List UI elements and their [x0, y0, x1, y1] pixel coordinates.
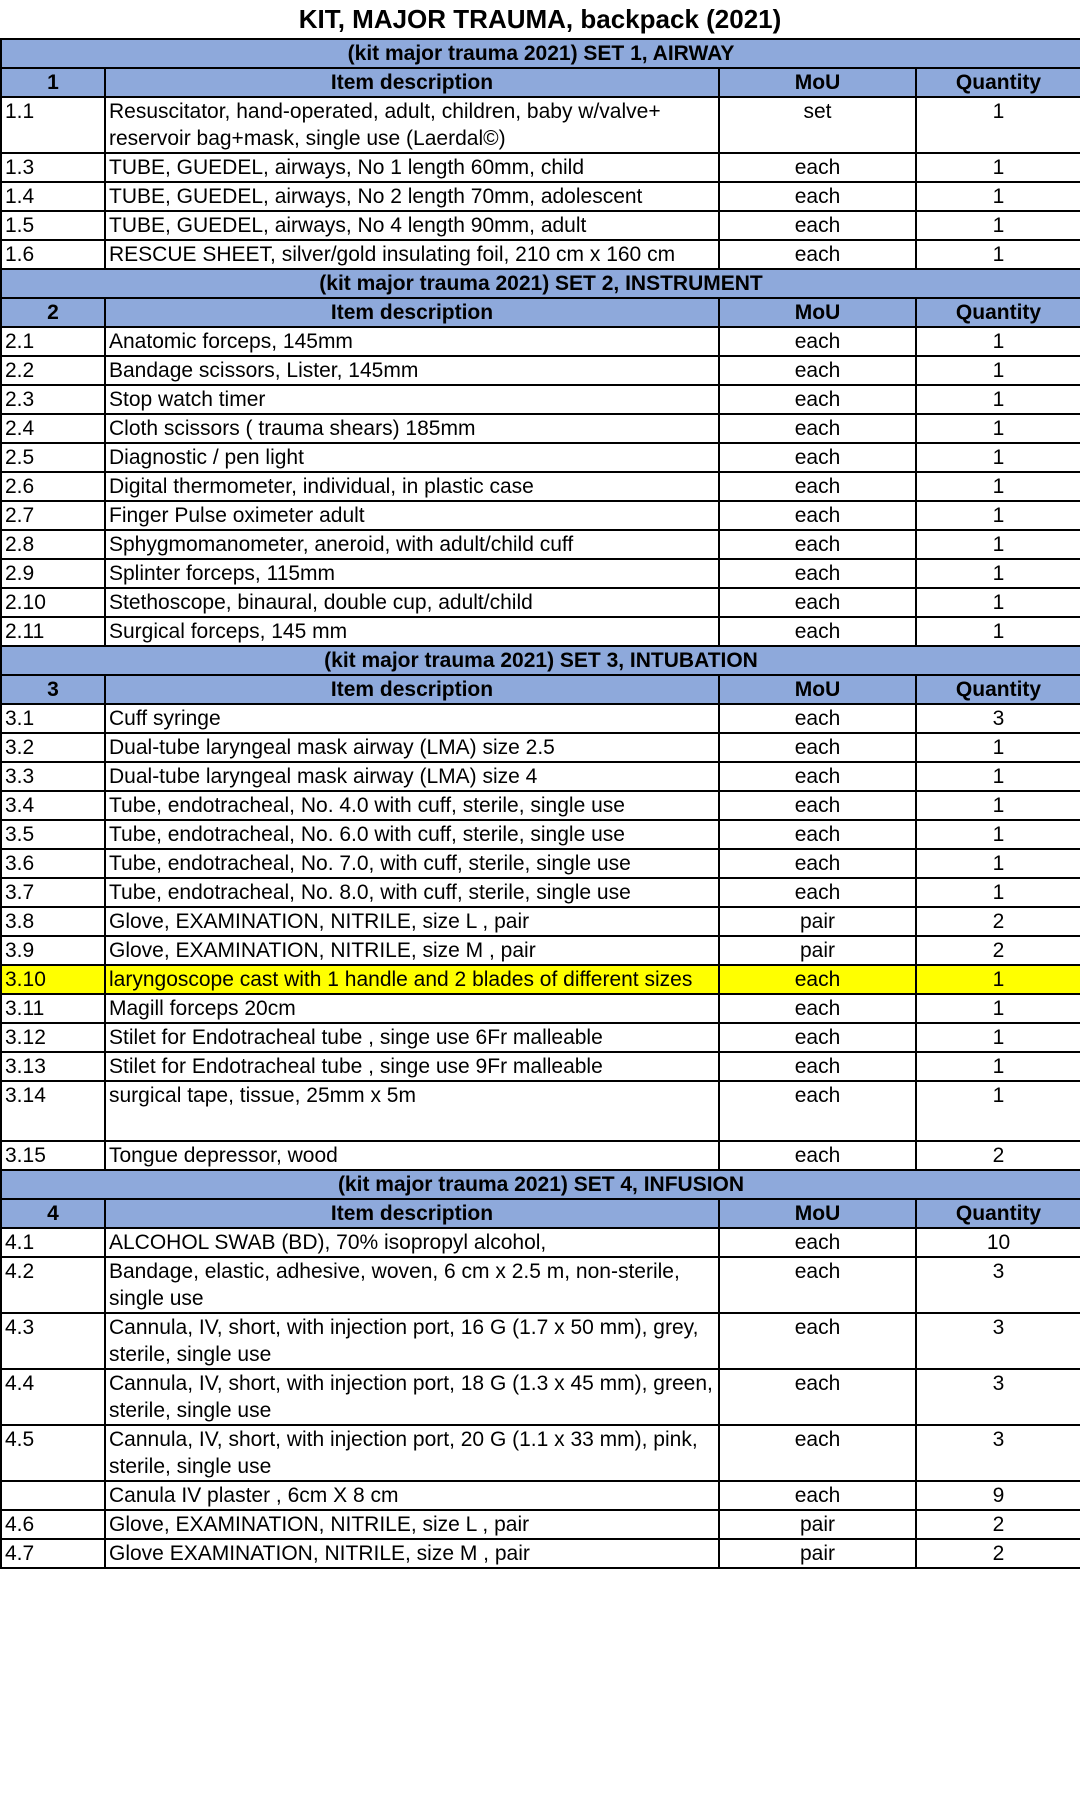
item-mou: each [719, 501, 916, 530]
item-quantity: 1 [916, 820, 1080, 849]
item-quantity: 2 [916, 1141, 1080, 1170]
item-id: 2.5 [1, 443, 105, 472]
item-id: 3.1 [1, 704, 105, 733]
item-id: 4.1 [1, 1228, 105, 1257]
item-id: 3.3 [1, 762, 105, 791]
item-quantity: 1 [916, 849, 1080, 878]
set-header-row [1, 298, 1080, 327]
document-title: KIT, MAJOR TRAUMA, backpack (2021) [298, 4, 782, 34]
item-mou: each [719, 240, 916, 269]
table-row [1, 704, 1080, 733]
item-quantity: 1 [916, 559, 1080, 588]
item-quantity: 1 [916, 501, 1080, 530]
kit-spreadsheet [0, 38, 1080, 1569]
item-quantity: 1 [916, 97, 1080, 153]
kit-table [0, 38, 1080, 1569]
item-id: 3.13 [1, 1052, 105, 1081]
item-description: Tube, endotracheal, No. 4.0 with cuff, sterile, single use [105, 791, 719, 820]
set-title: (kit major trauma 2021) SET 4, INFUSION [1, 1170, 1080, 1199]
item-mou: each [719, 327, 916, 356]
item-quantity: 1 [916, 1081, 1080, 1141]
item-mou: each [719, 849, 916, 878]
item-id: 3.8 [1, 907, 105, 936]
item-id: 3.9 [1, 936, 105, 965]
item-mou: each [719, 1313, 916, 1369]
item-quantity: 1 [916, 588, 1080, 617]
item-description: Tube, endotracheal, No. 7.0, with cuff, sterile, single use [105, 849, 719, 878]
item-description: Stilet for Endotracheal tube , singe use 6Fr malleable [105, 1023, 719, 1052]
table-row [1, 1257, 1080, 1313]
item-quantity: 1 [916, 791, 1080, 820]
item-description: Tube, endotracheal, No. 8.0, with cuff, sterile, single use [105, 878, 719, 907]
item-quantity: 1 [916, 878, 1080, 907]
table-row [1, 443, 1080, 472]
item-mou: pair [719, 1510, 916, 1539]
item-mou: each [719, 1141, 916, 1170]
item-description: ALCOHOL SWAB (BD), 70% isopropyl alcohol, [105, 1228, 719, 1257]
item-id: 3.5 [1, 820, 105, 849]
item-quantity: 3 [916, 1425, 1080, 1481]
set-title: (kit major trauma 2021) SET 1, AIRWAY [1, 39, 1080, 68]
table-row [1, 1141, 1080, 1170]
set-header-row [1, 68, 1080, 97]
item-mou: each [719, 1052, 916, 1081]
set-title-row [1, 269, 1080, 298]
set-title: (kit major trauma 2021) SET 3, INTUBATION [1, 646, 1080, 675]
item-description: laryngoscope cast with 1 handle and 2 blades of different sizes [105, 965, 719, 994]
item-description: Splinter forceps, 115mm [105, 559, 719, 588]
item-quantity: 1 [916, 994, 1080, 1023]
table-row [1, 878, 1080, 907]
item-quantity: 1 [916, 1023, 1080, 1052]
table-row [1, 153, 1080, 182]
item-quantity: 2 [916, 907, 1080, 936]
table-row [1, 965, 1080, 994]
item-description: Finger Pulse oximeter adult [105, 501, 719, 530]
item-quantity: 10 [916, 1228, 1080, 1257]
item-description: Glove EXAMINATION, NITRILE, size M , pair [105, 1539, 719, 1568]
item-mou: each [719, 878, 916, 907]
table-row [1, 327, 1080, 356]
item-description: Canula IV plaster , 6cm X 8 cm [105, 1481, 719, 1510]
mou-header: MoU [719, 68, 916, 97]
item-description: Cuff syringe [105, 704, 719, 733]
item-id: 4.2 [1, 1257, 105, 1313]
table-row [1, 559, 1080, 588]
item-description: Tongue depressor, wood [105, 1141, 719, 1170]
item-id: 3.4 [1, 791, 105, 820]
item-quantity: 3 [916, 704, 1080, 733]
item-mou: each [719, 733, 916, 762]
item-id: 4.3 [1, 1313, 105, 1369]
item-id: 3.11 [1, 994, 105, 1023]
item-mou: each [719, 1481, 916, 1510]
item-id: 2.4 [1, 414, 105, 443]
item-description: Bandage scissors, Lister, 145mm [105, 356, 719, 385]
item-id: 2.7 [1, 501, 105, 530]
item-description: RESCUE SHEET, silver/gold insulating foil, 210 cm x 160 cm [105, 240, 719, 269]
item-id: 3.12 [1, 1023, 105, 1052]
item-id: 3.2 [1, 733, 105, 762]
item-quantity: 1 [916, 530, 1080, 559]
item-mou: each [719, 762, 916, 791]
item-description: Stop watch timer [105, 385, 719, 414]
quantity-header: Quantity [916, 68, 1080, 97]
table-row [1, 472, 1080, 501]
table-row [1, 1539, 1080, 1568]
item-quantity: 1 [916, 153, 1080, 182]
item-mou: each [719, 153, 916, 182]
item-mou: each [719, 530, 916, 559]
table-row [1, 211, 1080, 240]
item-mou: each [719, 1023, 916, 1052]
item-quantity: 1 [916, 240, 1080, 269]
set-number-header: 4 [1, 1199, 105, 1228]
set-number-header: 2 [1, 298, 105, 327]
item-id: 1.1 [1, 97, 105, 153]
set-title-row [1, 1170, 1080, 1199]
item-description: Surgical forceps, 145 mm [105, 617, 719, 646]
item-id: 2.3 [1, 385, 105, 414]
item-description: TUBE, GUEDEL, airways, No 1 length 60mm, child [105, 153, 719, 182]
item-id: 1.4 [1, 182, 105, 211]
mou-header: MoU [719, 675, 916, 704]
item-id: 4.4 [1, 1369, 105, 1425]
table-row [1, 1228, 1080, 1257]
item-mou: each [719, 414, 916, 443]
table-row [1, 994, 1080, 1023]
item-mou: set [719, 97, 916, 153]
item-id: 4.7 [1, 1539, 105, 1568]
table-row [1, 907, 1080, 936]
item-mou: each [719, 472, 916, 501]
item-id: 2.10 [1, 588, 105, 617]
table-row [1, 1313, 1080, 1369]
item-mou: each [719, 820, 916, 849]
item-id: 2.8 [1, 530, 105, 559]
item-description: Digital thermometer, individual, in plastic case [105, 472, 719, 501]
item-quantity: 3 [916, 1257, 1080, 1313]
table-row [1, 1425, 1080, 1481]
item-mou: each [719, 1081, 916, 1141]
item-description: surgical tape, tissue, 25mm x 5m [105, 1081, 719, 1141]
set-header-row [1, 675, 1080, 704]
item-quantity: 1 [916, 617, 1080, 646]
table-row [1, 762, 1080, 791]
item-quantity: 1 [916, 472, 1080, 501]
item-description: Cannula, IV, short, with injection port, 18 G (1.3 x 45 mm), green, sterile, single use [105, 1369, 719, 1425]
item-id: 2.1 [1, 327, 105, 356]
item-mou: each [719, 617, 916, 646]
item-mou: each [719, 559, 916, 588]
table-row [1, 530, 1080, 559]
item-mou: pair [719, 936, 916, 965]
table-row [1, 1081, 1080, 1141]
item-id: 2.11 [1, 617, 105, 646]
item-mou: each [719, 1228, 916, 1257]
mou-header: MoU [719, 1199, 916, 1228]
description-header: Item description [105, 1199, 719, 1228]
table-row [1, 182, 1080, 211]
item-quantity: 9 [916, 1481, 1080, 1510]
table-row [1, 501, 1080, 530]
item-mou: each [719, 588, 916, 617]
item-mou: pair [719, 907, 916, 936]
item-quantity: 1 [916, 733, 1080, 762]
item-description: Bandage, elastic, adhesive, woven, 6 cm x 2.5 m, non-sterile, single use [105, 1257, 719, 1313]
table-row [1, 588, 1080, 617]
item-mou: each [719, 356, 916, 385]
item-id: 3.6 [1, 849, 105, 878]
quantity-header: Quantity [916, 298, 1080, 327]
item-quantity: 1 [916, 327, 1080, 356]
item-description: Glove, EXAMINATION, NITRILE, size L , pair [105, 907, 719, 936]
set-number-header: 3 [1, 675, 105, 704]
item-quantity: 1 [916, 1052, 1080, 1081]
description-header: Item description [105, 298, 719, 327]
item-mou: each [719, 791, 916, 820]
item-description: Sphygmomanometer, aneroid, with adult/child cuff [105, 530, 719, 559]
item-quantity: 1 [916, 965, 1080, 994]
item-description: Cannula, IV, short, with injection port, 16 G (1.7 x 50 mm), grey, sterile, single use [105, 1313, 719, 1369]
item-mou: each [719, 1257, 916, 1313]
item-mou: pair [719, 1539, 916, 1568]
item-id: 3.10 [1, 965, 105, 994]
item-description: Dual-tube laryngeal mask airway (LMA) size 4 [105, 762, 719, 791]
description-header: Item description [105, 675, 719, 704]
item-description: Magill forceps 20cm [105, 994, 719, 1023]
item-description: Tube, endotracheal, No. 6.0 with cuff, sterile, single use [105, 820, 719, 849]
item-description: Stilet for Endotracheal tube , singe use 9Fr malleable [105, 1052, 719, 1081]
item-quantity: 1 [916, 182, 1080, 211]
table-row [1, 97, 1080, 153]
item-description: Glove, EXAMINATION, NITRILE, size M , pair [105, 936, 719, 965]
set-title-row [1, 39, 1080, 68]
item-description: Diagnostic / pen light [105, 443, 719, 472]
item-description: Cloth scissors ( trauma shears) 185mm [105, 414, 719, 443]
item-id: 3.14 [1, 1081, 105, 1141]
item-id: 1.5 [1, 211, 105, 240]
item-id: 2.6 [1, 472, 105, 501]
table-row [1, 733, 1080, 762]
item-mou: each [719, 994, 916, 1023]
table-row [1, 617, 1080, 646]
item-quantity: 3 [916, 1369, 1080, 1425]
item-description: TUBE, GUEDEL, airways, No 4 length 90mm, adult [105, 211, 719, 240]
item-quantity: 1 [916, 211, 1080, 240]
set-title: (kit major trauma 2021) SET 2, INSTRUMENT [1, 269, 1080, 298]
set-title-row [1, 646, 1080, 675]
item-mou: each [719, 1369, 916, 1425]
item-id: 4.5 [1, 1425, 105, 1481]
set-header-row [1, 1199, 1080, 1228]
quantity-header: Quantity [916, 1199, 1080, 1228]
table-row [1, 1510, 1080, 1539]
item-description: Resuscitator, hand-operated, adult, children, baby w/valve+ reservoir bag+mask, single use (Laerdal©) [105, 97, 719, 153]
item-quantity: 3 [916, 1313, 1080, 1369]
item-id: 1.6 [1, 240, 105, 269]
item-id: 3.7 [1, 878, 105, 907]
description-header: Item description [105, 68, 719, 97]
item-quantity: 1 [916, 414, 1080, 443]
item-quantity: 1 [916, 762, 1080, 791]
item-description: Glove, EXAMINATION, NITRILE, size L , pair [105, 1510, 719, 1539]
item-description: Stethoscope, binaural, double cup, adult/child [105, 588, 719, 617]
table-row [1, 849, 1080, 878]
item-id: 1.3 [1, 153, 105, 182]
item-mou: each [719, 443, 916, 472]
item-mou: each [719, 182, 916, 211]
item-id: 2.2 [1, 356, 105, 385]
item-quantity: 2 [916, 1539, 1080, 1568]
table-row [1, 1481, 1080, 1510]
table-row [1, 385, 1080, 414]
table-row [1, 1023, 1080, 1052]
table-row [1, 414, 1080, 443]
mou-header: MoU [719, 298, 916, 327]
item-quantity: 2 [916, 936, 1080, 965]
quantity-header: Quantity [916, 675, 1080, 704]
table-row [1, 936, 1080, 965]
table-row [1, 791, 1080, 820]
item-quantity: 1 [916, 356, 1080, 385]
item-description: Anatomic forceps, 145mm [105, 327, 719, 356]
item-mou: each [719, 704, 916, 733]
item-description: TUBE, GUEDEL, airways, No 2 length 70mm, adolescent [105, 182, 719, 211]
item-description: Dual-tube laryngeal mask airway (LMA) size 2.5 [105, 733, 719, 762]
set-number-header: 1 [1, 68, 105, 97]
item-id: 2.9 [1, 559, 105, 588]
item-quantity: 2 [916, 1510, 1080, 1539]
item-mou: each [719, 965, 916, 994]
item-mou: each [719, 385, 916, 414]
table-row [1, 1052, 1080, 1081]
table-row [1, 820, 1080, 849]
table-row [1, 356, 1080, 385]
table-row [1, 240, 1080, 269]
item-quantity: 1 [916, 443, 1080, 472]
item-description: Cannula, IV, short, with injection port, 20 G (1.1 x 33 mm), pink, sterile, single use [105, 1425, 719, 1481]
table-row [1, 1369, 1080, 1425]
item-id [1, 1481, 105, 1510]
item-mou: each [719, 1425, 916, 1481]
item-id: 3.15 [1, 1141, 105, 1170]
item-quantity: 1 [916, 385, 1080, 414]
item-id: 4.6 [1, 1510, 105, 1539]
item-mou: each [719, 211, 916, 240]
